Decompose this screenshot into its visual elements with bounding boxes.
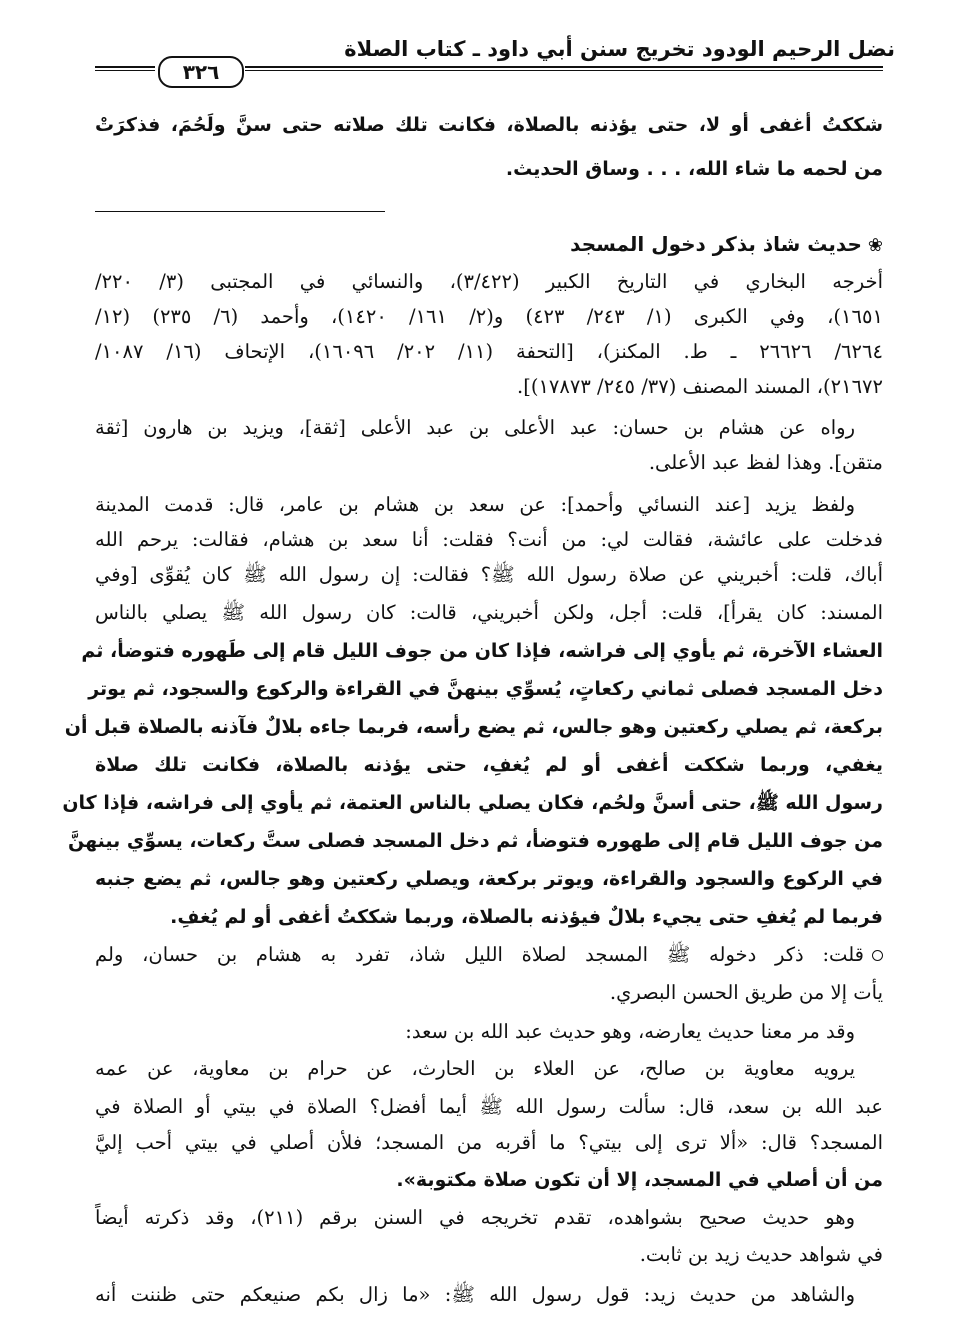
text-line: بركعة، ثم يصلي ركعتين وهو جالس، ثم يضع رأسه، فربما جاءه بلالٌ فآذنه بالصلاة قبل أن — [64, 716, 883, 738]
text-line: رواه عن هشام بن حسان: عبد الأعلى بن عبد الأعلى [ثقة]، ويزيد بن هارون [ثقة — [95, 416, 855, 439]
text-line: ١٦٥١)، وفي الكبرى (١/ ٢٤٣/ ٤٢٣) و(٢/ ١٦١/ ١٤٢٠)، وأحمد (٦/ ٢٣٥) (١٢/ — [95, 305, 883, 328]
text-line: المسند: كان يقرأ]، قلت: أجل، ولكن أخبريني، قالت: كان رسول الله ﷺ يصلي بالناس — [95, 601, 883, 624]
text-line: من جوف الليل قام إلى طهوره فتوضأ، ثم دخل المسجد فصلى ستَّ ركعات، يسوِّي بينهنَّ — [68, 830, 883, 852]
text-line: دخل المسجد فصلى ثماني ركعاتٍ، يُسوِّي بينهنَّ في القراءة والركوع والسجود، ثم يوتر — [88, 678, 883, 700]
text-line: المسجد؟ قال: «ألا ترى إلى بيتي؟ ما أقربه من المسجد؛ فلأن أصلي في بيتي أحب إليَّ — [95, 1131, 883, 1154]
header-rule-right-thin — [245, 70, 883, 71]
text-line: في شواهد حديث زيد بن ثابت. — [639, 1243, 883, 1266]
text-line — [95, 154, 883, 184]
text-line: وقد مر معنا حديث يعارضه، وهو حديث عبد الله بن سعد: — [405, 1020, 855, 1043]
text-line: أباك، قلت: أخبريني عن صلاة رسول الله ﷺ؟ فقالت: إن رسول الله ﷺ كان يُقوِّى [وفي — [95, 563, 883, 586]
header-rule-left-thin — [95, 70, 155, 71]
text-line: شككتُ أغفى أو لا، حتى يؤذنه بالصلاة، فكانت تلك صلاته حتى سنَّ ولَحُمَ، فذكرَتْ — [95, 114, 883, 136]
text-line: متقن]. وهذا لفظ عبد الأعلى. — [648, 451, 883, 474]
footnote-separator — [95, 211, 385, 212]
text-line: في الركوع والسجود والقراءة، ويوتر بركعة، ويصلي ركعتين وهو جالس، ثم يضع جنبه — [95, 868, 883, 890]
text-line: ولفظ يزيد [عند النسائي وأحمد]: عن سعد بن هشام بن عامر، قال: قدمت المدينة — [95, 493, 855, 516]
note-text: قلت: ذكر دخوله ﷺ المسجد لصلاة الليل شاذ، تفرد به هشام بن حسان، ولم — [95, 943, 864, 966]
text-line: من لحمه ما شاء الله، . . . وساق الحديث. — [505, 158, 883, 180]
text-line — [95, 940, 883, 970]
text-line: رسول الله ﷺ، حتى أسنَّ ولحُم، فكان يصلي بالناس العتمة، ثم يأوي إلى فراشه، فإذا كان — [62, 792, 883, 814]
text-line: يأت إلا من طريق الحسن البصري. — [609, 981, 883, 1004]
text-line: أخرجه البخاري في التاريخ الكبير (٣/٤٢٢)، والنسائي في المجتبى (٣/ ٢٢٠/ — [95, 270, 883, 293]
text-line: ٦٢٦٤/ ٢٦٦٢٦ ـ ط. المكنز)، [التحفة (١١/ ٢٠٢/ ١٦٠٩٦)، الإتحاف (١٦/ ١٠٨٧/ — [95, 340, 883, 363]
text-line: فدخلت على عائشة، فقالت لي: من أنت؟ فقلت: أنا سعد بن هشام، فقالت: يرحم الله — [95, 528, 883, 551]
text-line: من أن أصلي في المسجد، إلا أن تكون صلاة مكتوبة». — [396, 1169, 883, 1191]
page-number: ٣٢٦ — [158, 56, 244, 88]
text-line: العشاء الآخرة، ثم يأوي إلى فراشه، فإذا كان من جوف الليل قام إلى طَهوره فتوضأ، ثم — [81, 640, 883, 662]
circle-bullet-icon — [872, 950, 883, 961]
text-line: والشاهد من حديث زيد: قول رسول الله ﷺ: «ما زال بكم صنيعكم حتى ظننت أنه — [95, 1283, 855, 1306]
text-line: ٢١٦٧٢)، المسند المصنف (٣٧/ ٢٤٥/ ١٧٨٧٣)]. — [517, 375, 883, 398]
text-line: يغفي، وربما شككت أغفى أو لم يُغفِ، حتى يؤذنه بالصلاة، فكانت تلك صلاة — [95, 754, 883, 776]
text-line: عبد الله بن سعد، قال: سألت رسول الله ﷺ أيما أفضل؟ الصلاة في بيتي أو الصلاة في — [95, 1095, 883, 1118]
flower-ornament-icon: ❀ — [867, 235, 883, 256]
running-header-title: نضل الرحيم الودود تخريج سنن أبي داود ـ كتاب الصلاة — [344, 37, 895, 61]
text-line: فربما لم يُغفِ حتى يجيء بلالٌ فيؤذنه بالصلاة، وربما شككتُ أغفى أو لم يُغفِ. — [170, 906, 883, 928]
section-heading-text: حديث شاذ بذكر دخول المسجد — [570, 232, 862, 256]
header-rule-left — [95, 66, 155, 68]
section-heading — [500, 230, 883, 260]
header-rule-right — [245, 66, 883, 68]
text-line: يرويه معاوية بن صالح، عن العلاء بن الحارث، عن حرام بن معاوية، عن عمه — [95, 1057, 855, 1080]
text-line: وهو حديث صحيح بشواهده، تقدم تخريجه في السنن برقم (٢١١)، وقد ذكرته أيضاً — [95, 1206, 855, 1229]
